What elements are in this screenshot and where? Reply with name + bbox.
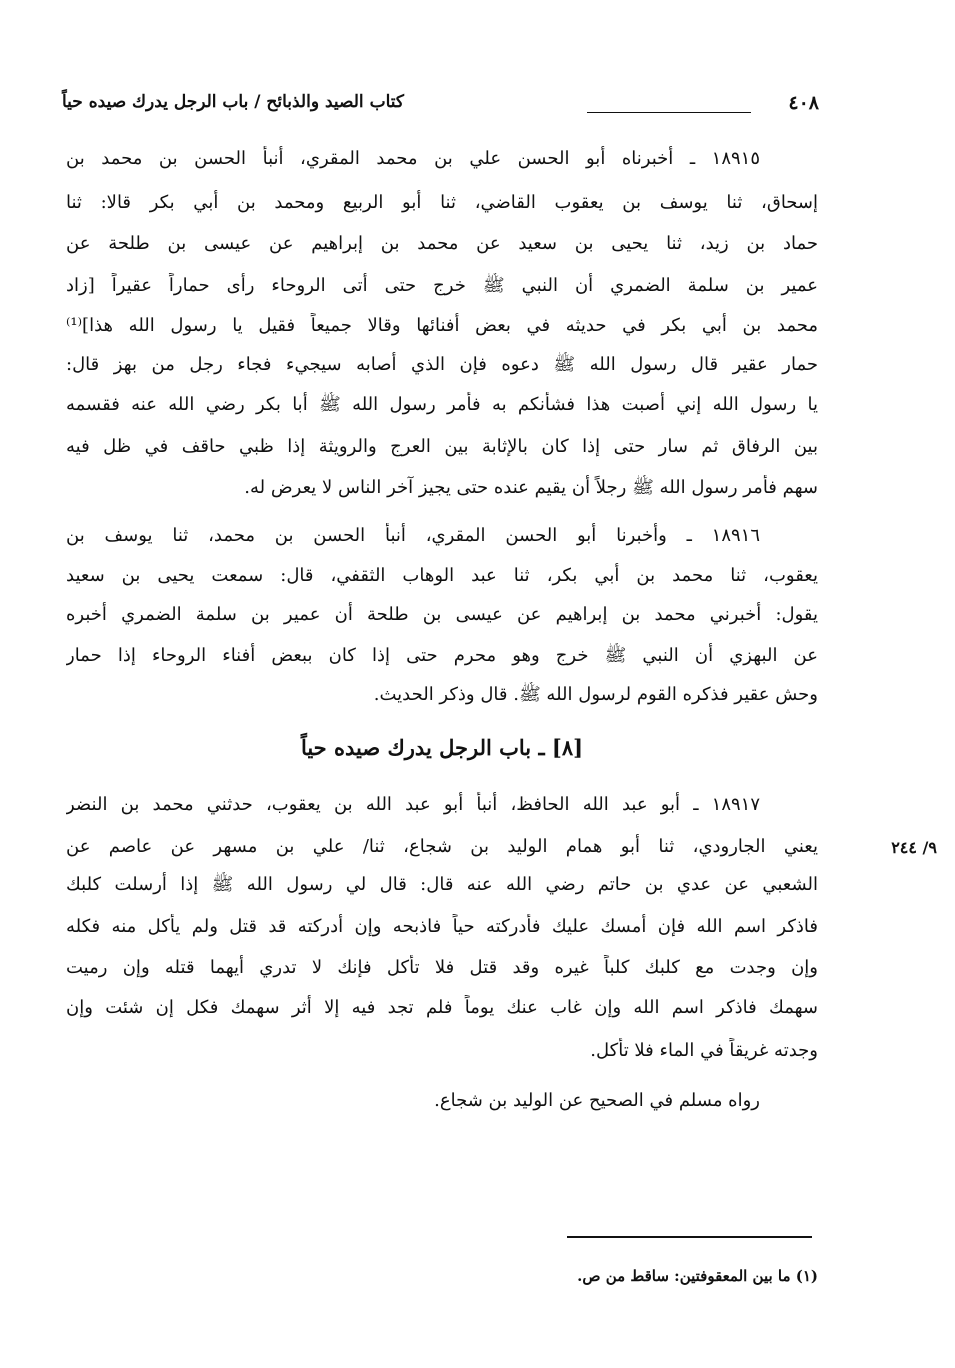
header-rule [587,112,751,113]
text-line: يا رسول الله إني أصبت هذا فشأنكم به فأمر رسول الله ﷺ أبا بكر رضي الله عنه فقسمه [66,394,818,415]
text-line: وجدته غريقاً في الماء فلا تأكل. [590,1040,818,1061]
text-line: يعني الجارودي، ثنا أبو همام الوليد بن شجاع، ثنا/ علي بن مسهر عن عاصم عن [66,836,818,857]
text-line: الشعبي عن عدي بن حاتم رضي الله عنه قال: قال لي رسول الله ﷺ إذا أرسلت كلبك [66,874,818,895]
text-line: فاذكر اسم الله فإن أمسك عليك فأدركته حياً فاذبحه وإن أدركته قد قتل ولم يأكل منه فكله [66,916,818,937]
text-line: وحش عقير فذكره القوم لرسول الله ﷺ. قال وذكر الحديث. [373,684,818,705]
text-line: رواه مسلم في الصحيح عن الوليد بن شجاع. [434,1090,760,1111]
margin-page-reference: ٩/ ٢٤٤ [891,838,937,857]
text-line: ١٨٩١٥ ـ أخبرناه أبو الحسن علي بن محمد المقري، أنبأ الحسن بن محمد بن [66,148,760,169]
text-line: وإن وجدت مع كلبك كلباً غيره وقد قتل فلا تأكل فإنك لا تدري أيهما قتله وإن رميت [66,957,818,978]
text-line: حمار عقير قال رسول الله ﷺ دعوه فإن الذي أصابه سيجيء فجاء رجل من بهز قال: [66,354,818,375]
text-line: ١٨٩١٦ ـ وأخبرنا أبو الحسن المقري، أنبأ الحسن بن محمد، ثنا يوسف بن [66,525,760,546]
running-title: كتاب الصيد والذبائح / باب الرجل يدرك صيده حياً [62,92,404,112]
text-line: إسحاق، ثنا يوسف بن يعقوب القاضي، ثنا أبو الربيع ومحمد بن أبي بكر قالا: ثنا [66,192,818,213]
text-line: عمير بن سلمة الضمري أن النبي ﷺ خرج حتى أتى الروحاء رأى حماراً عقيراً [زاد [66,275,818,296]
text-line: سهم فأمر رسول الله ﷺ رجلاً أن يقيم عنده حتى يجيز آخر الناس لا يعرض له. [244,477,818,498]
text-line: يعقوب، ثنا محمد بن أبي بكر، ثنا عبد الوهاب الثقفي، قال: سمعت يحيى بن سعيد [66,565,818,586]
text-line: عن البهزي أن النبي ﷺ خرج وهو محرم حتى إذا كان ببعض أفناء الروحاء إذا حمار [66,645,818,666]
text-line: بين الرفاق ثم سار حتى إذا كان بالإثابة بين العرج والرويثة إذا ظبي حاقف في ظل فيه [66,436,818,457]
section-heading: [٨] ـ باب الرجل يدرك صيده حياً [300,735,584,760]
footnote: (١) ما بين المعقوفتين: ساقط من ص. [577,1267,818,1285]
text-line: يقول: أخبرني محمد بن إبراهيم عن عيسى بن طلحة أن عمير بن سلمة الضمري أخبره [66,604,818,625]
text-line: محمد بن أبي بكر في حديثه في بعض أفنائها وقالا جميعاً فقيل يا رسول الله هذا]⁽¹⁾ [66,315,818,336]
page-number: ٤٠٨ [788,92,819,114]
footnote-separator [567,1236,812,1238]
text-line: ١٨٩١٧ ـ أبو عبد الله الحافظ، أنبأ أبو عبد الله بن يعقوب، حدثني محمد بن النضر [66,794,760,815]
running-header [62,92,819,126]
text-line: حماد بن زيد، ثنا يحيى بن سعيد عن محمد بن إبراهيم عن عيسى بن طلحة عن [66,233,818,254]
text-line: سهمك فاذكر اسم الله وإن غاب عنك يوماً فلم تجد فيه إلا أثر سهمك فكل إن شئت وإن [66,997,818,1018]
